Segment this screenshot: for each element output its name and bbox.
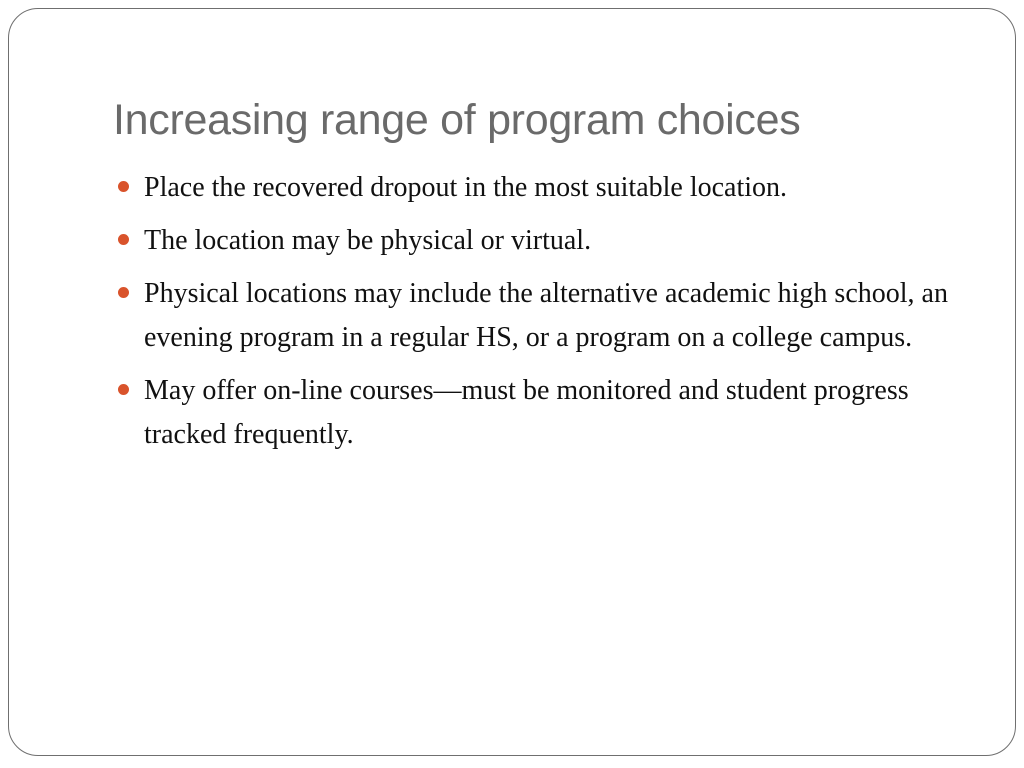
bullet-text: The location may be physical or virtual.	[144, 225, 592, 256]
bullet-text: Place the recovered dropout in the most suitable location.	[144, 172, 788, 203]
bullet-item	[113, 219, 973, 263]
slide-title: Increasing range of program choices	[113, 96, 801, 144]
bullet-dot-icon	[118, 287, 129, 298]
bullet-dot-icon	[118, 384, 129, 395]
bullet-dot-icon	[118, 234, 129, 245]
bullet-text: May offer on-line courses—must be monitored and student progress tracked frequently.	[144, 375, 909, 450]
bullet-item	[113, 272, 973, 360]
bullet-item	[113, 166, 973, 210]
bullet-dot-icon	[118, 181, 129, 192]
bullet-list	[113, 166, 973, 466]
bullet-item	[113, 369, 973, 457]
bullet-text: Physical locations may include the alternative academic high school, an evening program in a regular HS, or a program on a college campus.	[144, 278, 948, 353]
